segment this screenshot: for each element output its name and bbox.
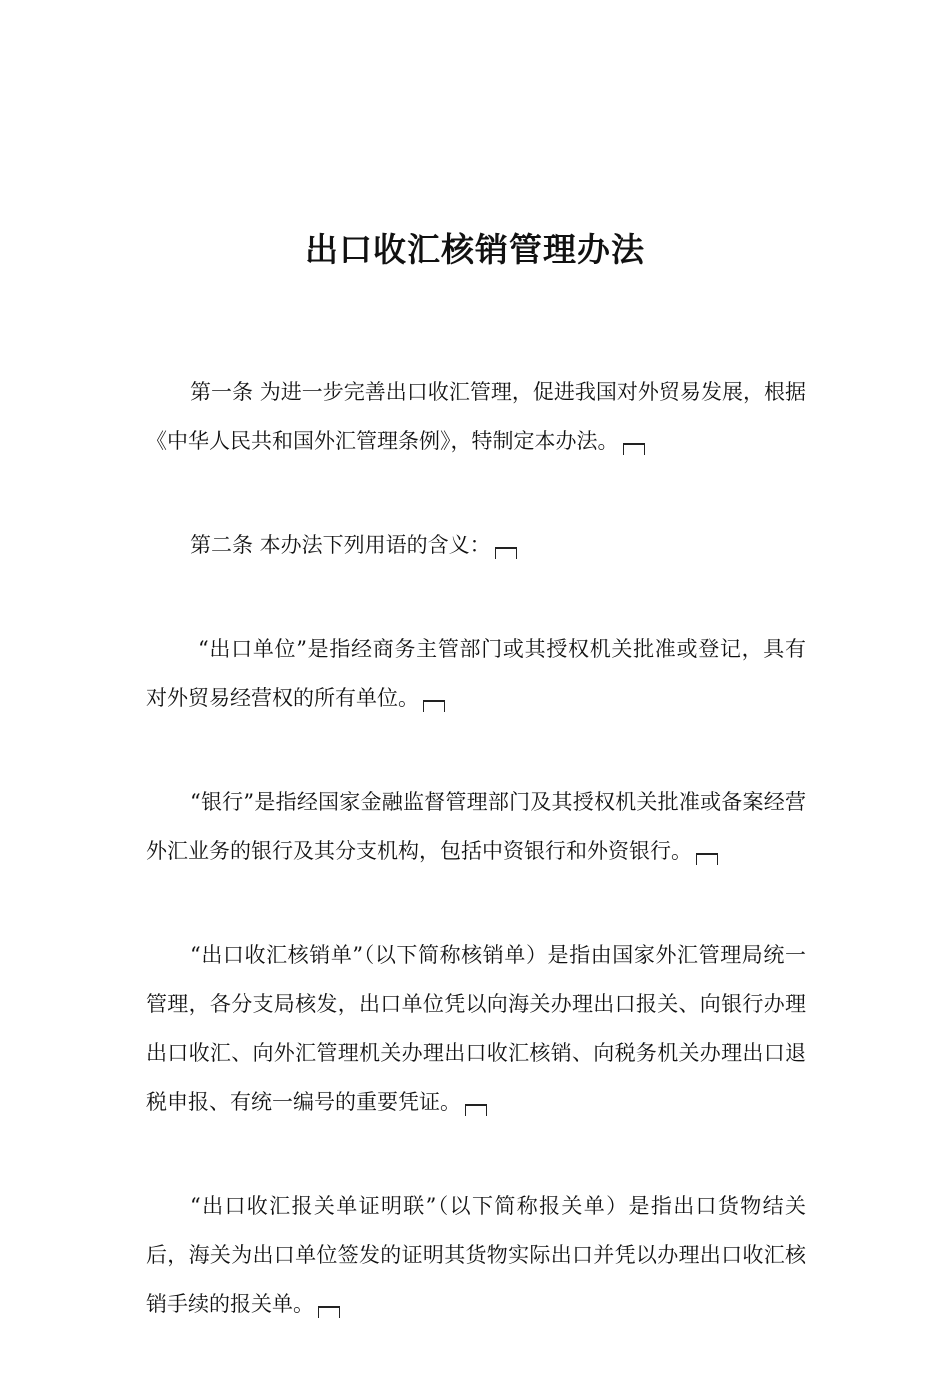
paragraph-mark-icon	[495, 547, 517, 559]
document-body	[146, 368, 806, 1384]
paragraph-definition-export-unit	[146, 625, 806, 723]
paragraph-mark-icon	[465, 1104, 487, 1116]
paragraph-text: “出口收汇核销单”（以下简称核销单）是指由国家外汇管理局统一管理，各分支局核发，出口单位凭以向海关办理出口报关、向银行办理出口收汇、向外汇管理机关办理出口收汇核销、向税务机关办理出口退税申报、有统一编号的重要凭证。	[146, 943, 806, 1114]
paragraph-text: “银行”是指经国家金融监督管理部门及其授权机关批准或备案经营外汇业务的银行及其分支机构，包括中资银行和外资银行。	[146, 790, 806, 863]
paragraph-text: “出口收汇报关单证明联”（以下简称报关单）是指出口货物结关后，海关为出口单位签发的证明其货物实际出口并凭以办理出口收汇核销手续的报关单。	[146, 1194, 806, 1316]
paragraph-mark-icon	[318, 1306, 340, 1318]
paragraph-definition-verification-form	[146, 931, 806, 1127]
paragraph-definition-bank	[146, 778, 806, 876]
paragraph-text: 第二条 本办法下列用语的含义：	[190, 533, 491, 557]
paragraph-article-2	[146, 521, 806, 570]
paragraph-definition-customs-declaration	[146, 1182, 806, 1329]
paragraph-text: 第一条 为进一步完善出口收汇管理，促进我国对外贸易发展，根据《中华人民共和国外汇管理条例》，特制定本办法。	[146, 380, 806, 453]
paragraph-mark-icon	[696, 853, 718, 865]
paragraph-article-1	[146, 368, 806, 466]
paragraph-mark-icon	[623, 443, 645, 455]
document-title: 出口收汇核销管理办法	[305, 230, 645, 269]
paragraph-mark-icon	[423, 700, 445, 712]
paragraph-text: “出口单位”是指经商务主管部门或其授权机关批准或登记，具有对外贸易经营权的所有单位。	[146, 637, 806, 710]
